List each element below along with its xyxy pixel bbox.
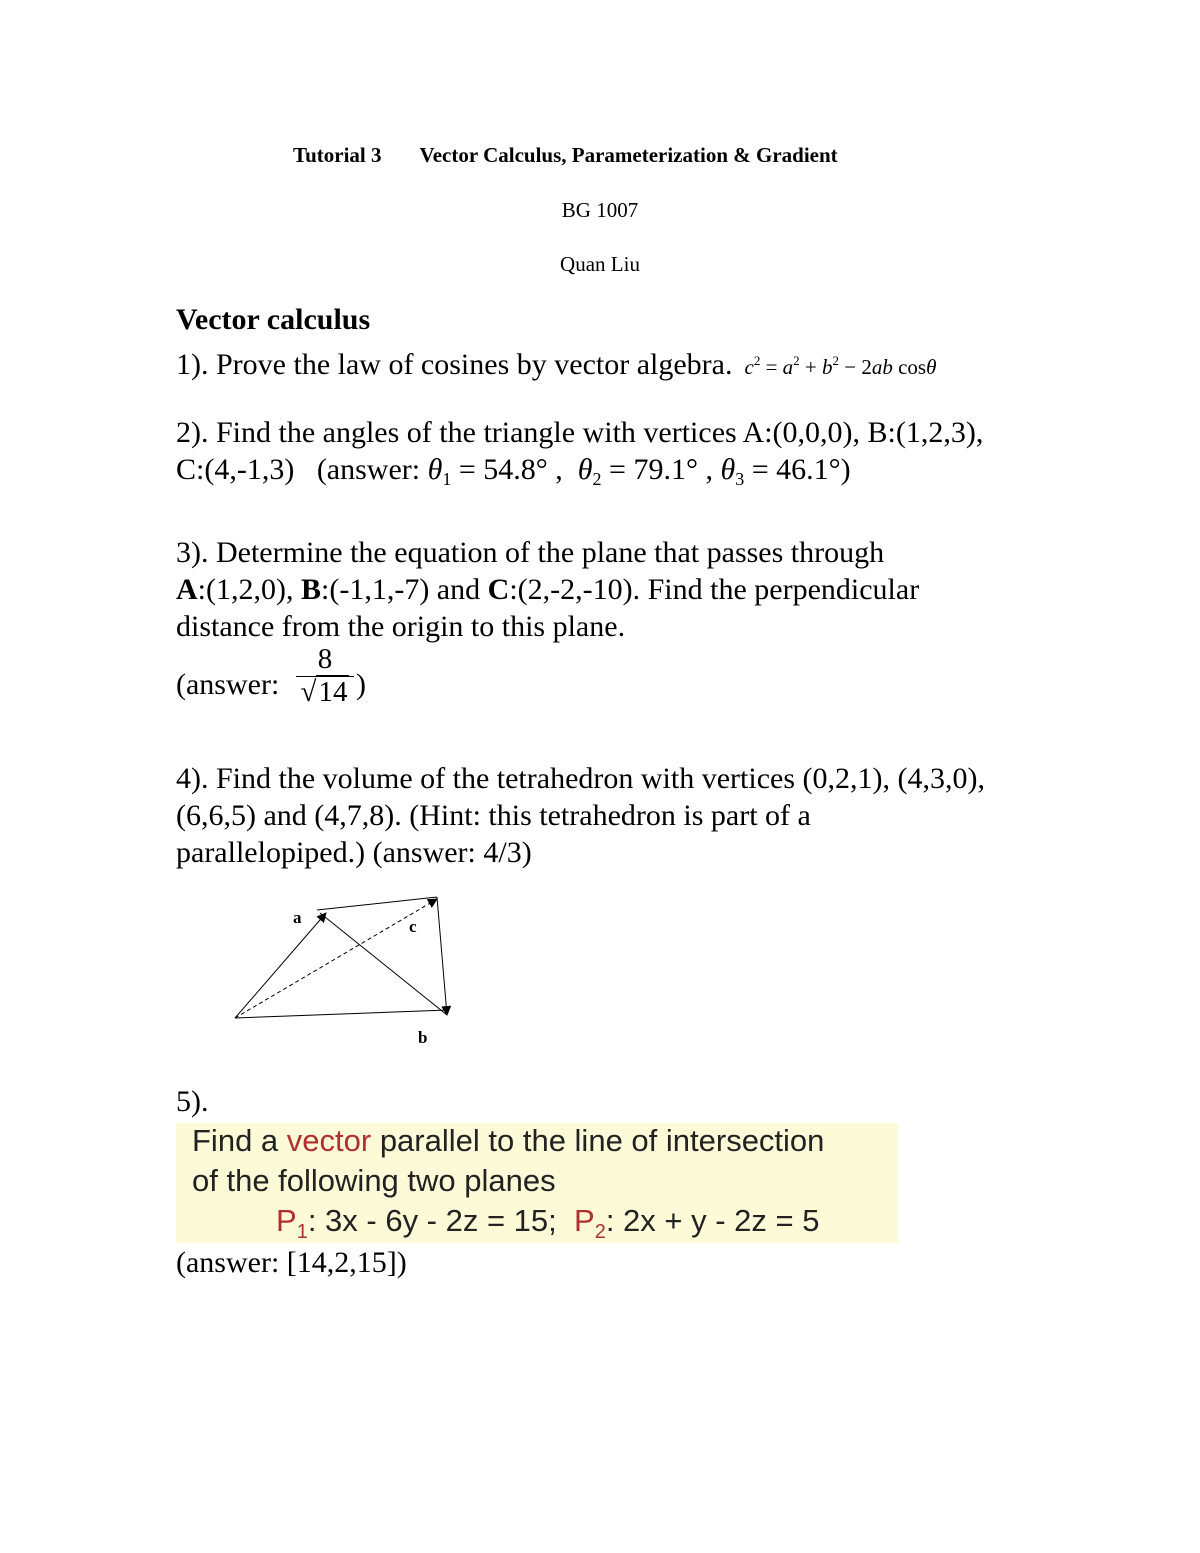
tutorial-title	[293, 143, 838, 168]
question-4-line-2: (6,6,5) and (4,7,8). (Hint: this tetrahedron is part of a	[176, 799, 811, 832]
question-3-answer-prefix: (answer:	[176, 668, 280, 701]
question-5-answer: (answer: [14,2,15])	[176, 1246, 407, 1279]
question-4	[176, 760, 985, 871]
question-3-line-1: 3). Determine the equation of the plane that passes through	[176, 536, 885, 569]
edge-origin-to-b	[235, 1010, 448, 1018]
question-2	[176, 414, 983, 498]
edge-origin-to-a	[235, 913, 326, 1018]
diagonal-origin-to-c	[235, 899, 437, 1018]
question-5-box	[176, 1123, 898, 1243]
question-3-line-2: A:(1,2,0), B:(-1,1,-7) and C:(2,-2,-10). Find the perpendicular	[176, 573, 920, 606]
question-1	[176, 342, 936, 386]
question-2-line-2: C:(4,-1,3) (answer: $\theta_1 = 54.8^\circ$ , $\theta_2 = 79.1^\circ$ , $\theta_3 = 46.1^\circ$)	[176, 453, 851, 489]
label-a: a	[293, 908, 302, 927]
edge-top-to-b	[437, 897, 447, 1015]
question-3-answer-suffix: )	[356, 668, 366, 701]
law-of-cosines-formula: $c^2 = a^2 + b^2 - 2ab$ cosθ	[744, 353, 937, 379]
question-3	[176, 534, 919, 645]
tutorial-topic: Vector Calculus, Parameterization & Gradient	[419, 143, 838, 167]
question-3-line-3: distance from the origin to this plane.	[176, 610, 626, 643]
course-code: BG 1007	[561, 198, 639, 222]
plane-equations: $P_1$: 3x - 6y - 2z = 15; $P_2$: 2x + y - 2z = 5	[276, 1203, 820, 1243]
question-4-line-1: 4). Find the volume of the tetrahedron with vertices (0,2,1), (4,3,0),	[176, 762, 985, 795]
section-title: Vector calculus	[176, 303, 371, 336]
vector-diagram	[225, 885, 465, 1050]
question-5-box-line-1: Find a vector parallel to the line of intersection	[192, 1123, 825, 1158]
diagonal-a-to-b	[320, 913, 447, 1015]
question-5-box-line-2: of the following two planes	[192, 1163, 556, 1198]
fraction-numerator: 8	[317, 643, 333, 675]
edge-a-to-top	[317, 897, 437, 910]
question-1-text: 1). Prove the law of cosines by vector algebra.	[176, 348, 733, 381]
answer-fraction	[296, 644, 354, 707]
label-c: c	[409, 917, 417, 936]
label-b: b	[418, 1028, 428, 1047]
question-2-line-1: 2). Find the angles of the triangle with vertices A:(0,0,0), B:(1,2,3),	[176, 416, 984, 449]
author-name: Quan Liu	[560, 252, 640, 276]
question-5-label: 5).	[176, 1085, 209, 1118]
fraction-denominator: √14	[300, 676, 348, 708]
question-4-line-3: parallelopiped.) (answer: 4/3)	[176, 836, 532, 869]
tutorial-number: Tutorial 3	[293, 143, 382, 167]
